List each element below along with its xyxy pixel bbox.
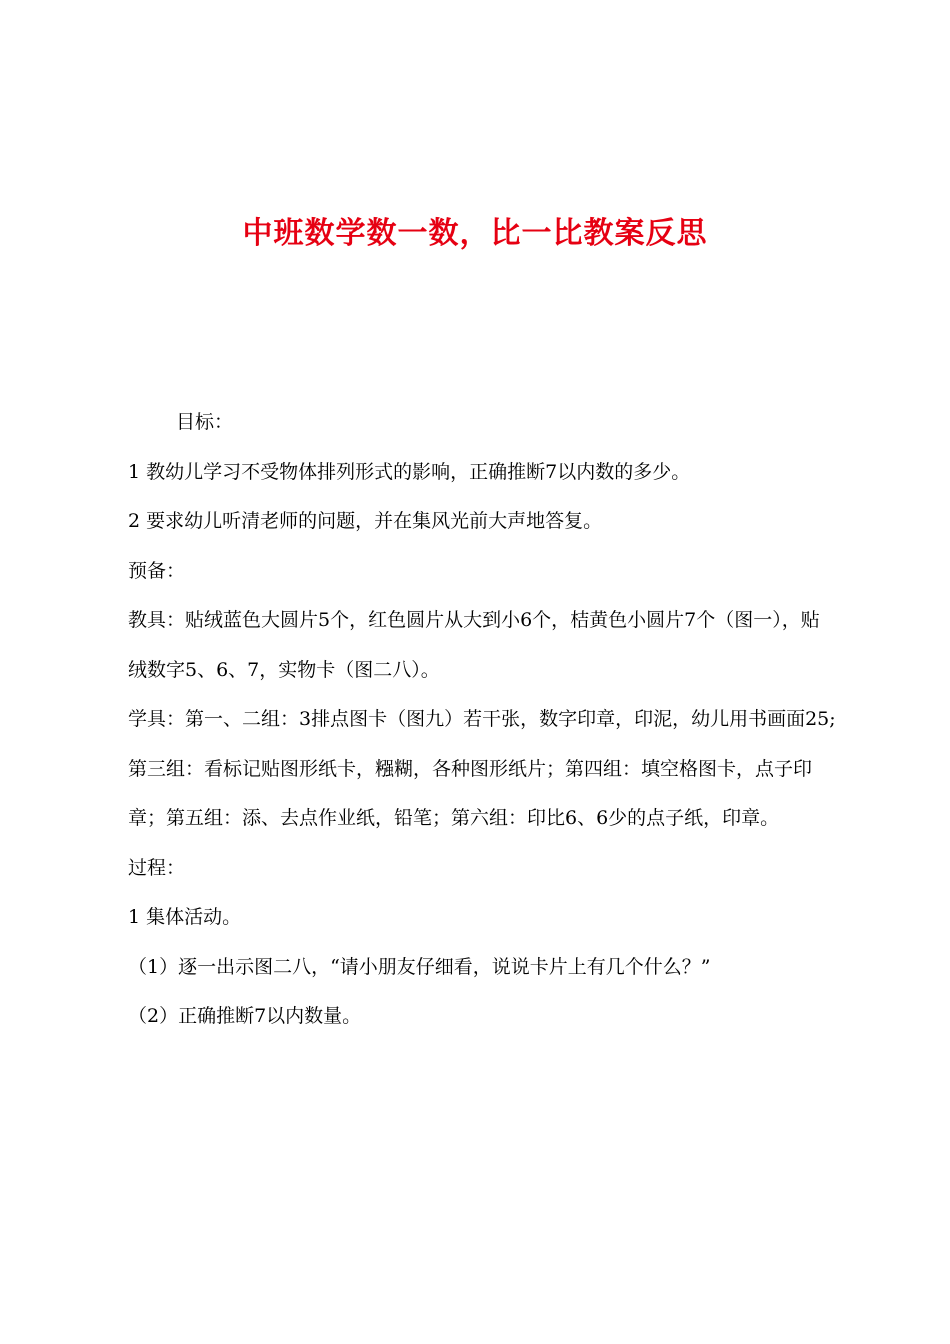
section-heading-preparation: 预备： [128,559,186,582]
paragraph: 1 教幼儿学习不受物体排列形式的影响，正确推断7以内数的多少。 [128,460,691,483]
paragraph: （2）正确推断7以内数量。 [128,1005,362,1027]
paragraph: 学具：第一、二组：3排点图卡（图九）若干张，数字印章，印泥，幼儿用书画面25; [128,708,836,730]
paragraph: 教具：贴绒蓝色大圆片5个，红色圆片从大到小6个，桔黄色小圆片7个（图一），贴绒数字5、6、7，实物卡（图二八）。 [128,609,820,681]
paragraph: 1 集体活动。 [128,906,242,928]
paragraph: 2 要求幼儿听清老师的问题，并在集风光前大声地答复。 [128,510,603,532]
document-body [128,398,838,1042]
paragraph: 第三组：看标记贴图形纸卡，糨糊，各种图形纸片；第四组：填空格图卡，点子印章；第五组：添、去点作业纸，铅笔；第六组：印比6、6少的点子纸，印章。 [128,757,813,829]
section-heading-process: 过程： [128,856,186,879]
paragraph: （1）逐一出示图二八，“请小朋友仔细看，说说卡片上有几个什么？” [128,955,711,978]
section-heading-goals: 目标： [176,411,234,433]
document-title: 中班数学数一数，比一比教案反思 [242,216,708,251]
